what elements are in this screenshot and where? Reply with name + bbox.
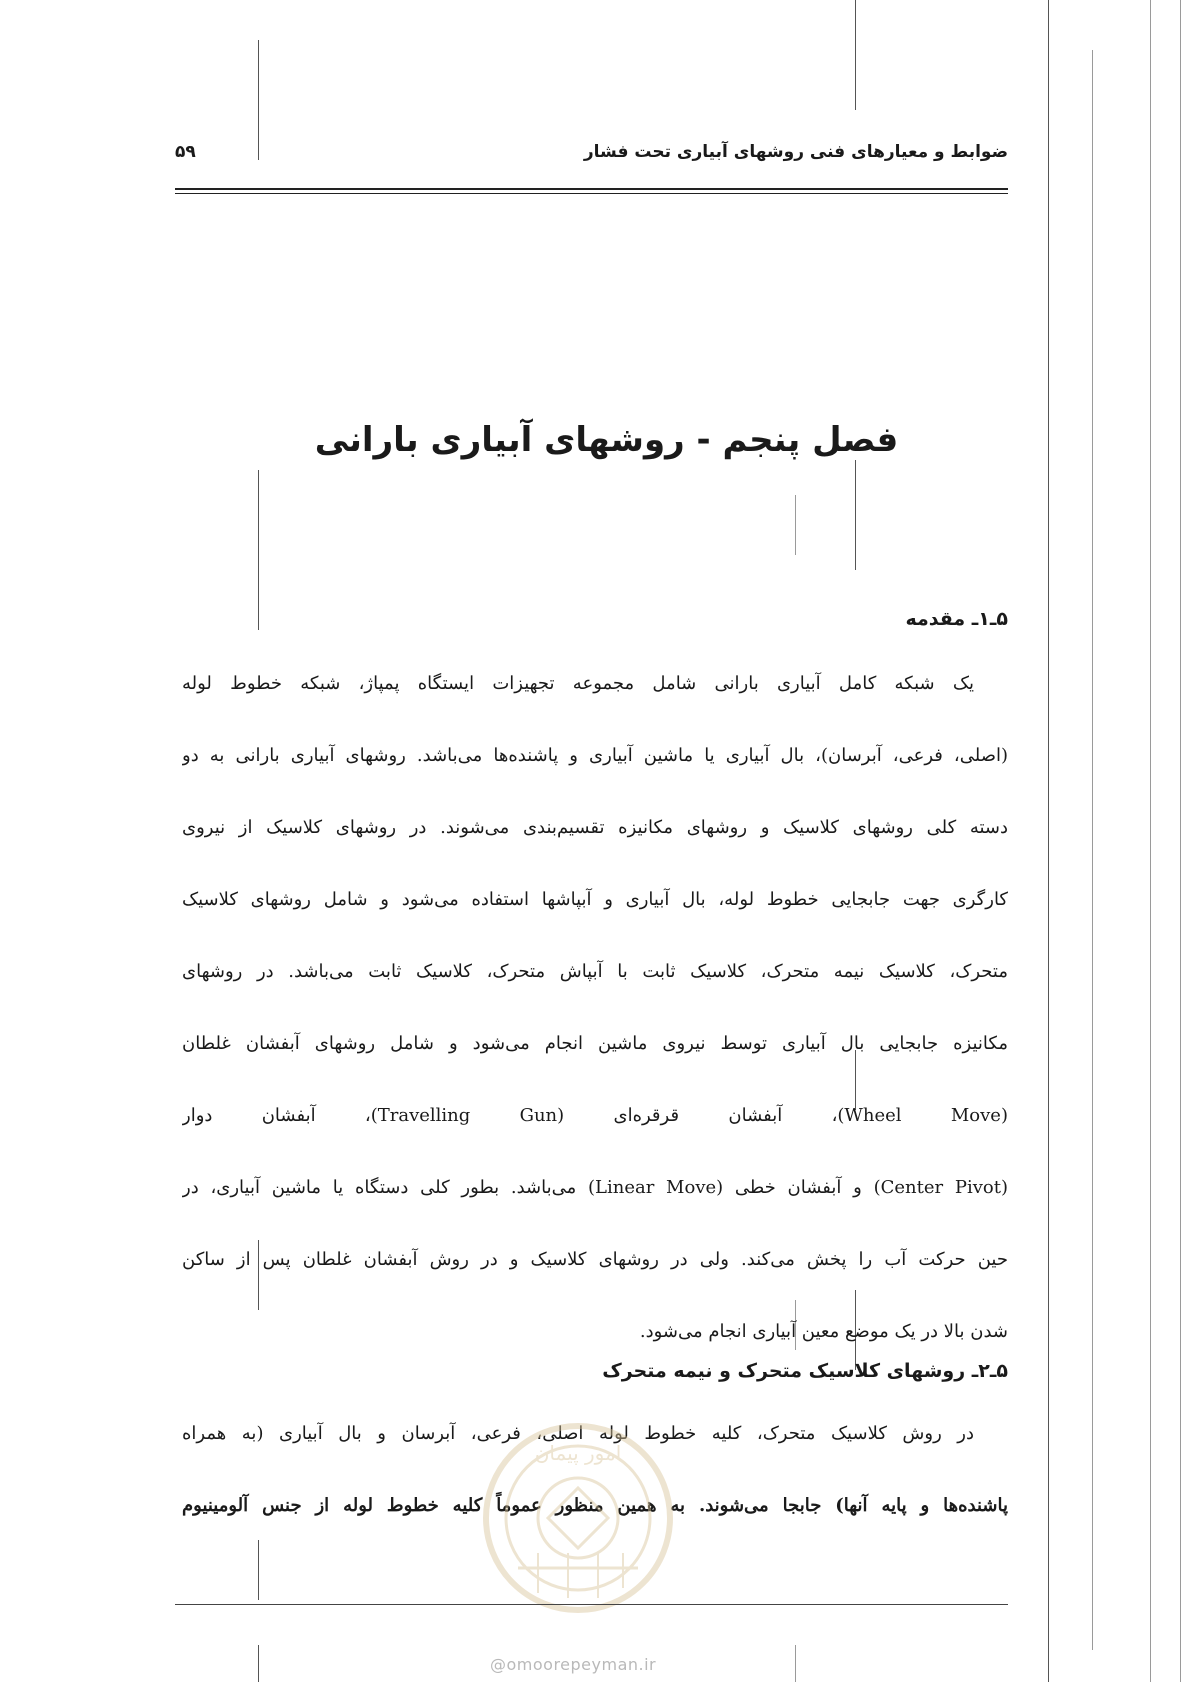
header-rule bbox=[175, 188, 1008, 190]
paragraph-line: دسته کلی روشهای کلاسیک و روشهای مکانیزه تقسیم‌بندی می‌شوند. در روشهای کلاسیک از نیروی bbox=[182, 817, 1008, 838]
paragraph-line: متحرک، کلاسیک نیمه متحرک، کلاسیک ثابت با آبپاش متحرک، کلاسیک ثابت می‌باشد. در روشهای bbox=[182, 961, 1008, 982]
scan-line bbox=[258, 1645, 259, 1682]
section-paragraph bbox=[182, 648, 1008, 1368]
scan-line bbox=[258, 470, 259, 630]
footer-rule bbox=[175, 1604, 1008, 1605]
watermark-url: @omoorepeyman.ir bbox=[490, 1655, 657, 1674]
watermark-seal-icon bbox=[478, 1418, 678, 1618]
scan-line bbox=[1048, 0, 1049, 1682]
paragraph-line: (Wheel Move)، آبفشان قرقره‌ای (Travelling Gun)، آبفشان دوار bbox=[182, 1105, 1008, 1126]
header-rule-thin bbox=[175, 193, 1008, 194]
chapter-title-text: فصل پنجم - روشهای آبیاری بارانی bbox=[314, 420, 899, 460]
scan-line bbox=[1180, 0, 1181, 1682]
scan-line bbox=[1092, 50, 1093, 1650]
section-heading: ۵ـ۲ـ روشهای کلاسیک متحرک و نیمه متحرک bbox=[602, 1360, 1008, 1382]
paragraph-line: پاشنده‌ها و پایه آنها) جابجا می‌شوند. به همین منظور عموماً کلیه خطوط لوله از جنس آلومینیوم bbox=[182, 1495, 1008, 1516]
scan-line bbox=[258, 1540, 259, 1600]
paragraph-line: (اصلی، فرعی، آبرسان)، بال آبیاری یا ماشین آبیاری و پاشنده‌ها می‌باشد. روشهای آبیاری بارانی به دو bbox=[182, 745, 1008, 766]
chapter-title bbox=[175, 420, 1008, 460]
paragraph-line: مکانیزه جابجایی بال آبیاری توسط نیروی ماشین انجام می‌شود و شامل روشهای آبفشان غلطان bbox=[182, 1033, 1008, 1054]
section-heading: ۵ـ۱ـ مقدمه bbox=[905, 608, 1008, 630]
paragraph-line: کارگری جهت جابجایی خطوط لوله، بال آبیاری و آبپاشها استفاده می‌شود و شامل روشهای کلاسیک bbox=[182, 889, 1008, 910]
paragraph-line: شدن بالا در یک موضع معین آبیاری انجام می‌شود. bbox=[639, 1321, 1008, 1342]
paragraph-line: در روش کلاسیک متحرک، کلیه خطوط لوله اصلی، فرعی، آبرسان و بال آبیاری (به همراه bbox=[182, 1423, 974, 1444]
scan-line bbox=[795, 495, 796, 555]
paragraph-line: حین حرکت آب را پخش می‌کند. ولی در روشهای کلاسیک و در روش آبفشان غلطان پس از ساکن bbox=[182, 1249, 1008, 1270]
paragraph-line: یک شبکه کامل آبیاری بارانی شامل مجموعه تجهیزات ایستگاه پمپاژ، شبکه خطوط لوله bbox=[182, 673, 974, 694]
scan-line bbox=[795, 1645, 796, 1682]
scan-line bbox=[1150, 0, 1151, 1682]
watermark-seal-text: امور پیمان bbox=[534, 1441, 622, 1465]
paragraph-line: (Center Pivot) و آبفشان خطی (Linear Move) می‌باشد. بطور کلی دستگاه یا ماشین آبیاری، در bbox=[182, 1177, 1008, 1198]
page-number: ۵۹ bbox=[175, 142, 196, 162]
scan-line bbox=[258, 40, 259, 160]
scan-line bbox=[855, 460, 856, 570]
scan-line bbox=[855, 0, 856, 110]
running-header-title: ضوابط و معیارهای فنی روشهای آبیاری تحت فشار bbox=[583, 142, 1008, 162]
